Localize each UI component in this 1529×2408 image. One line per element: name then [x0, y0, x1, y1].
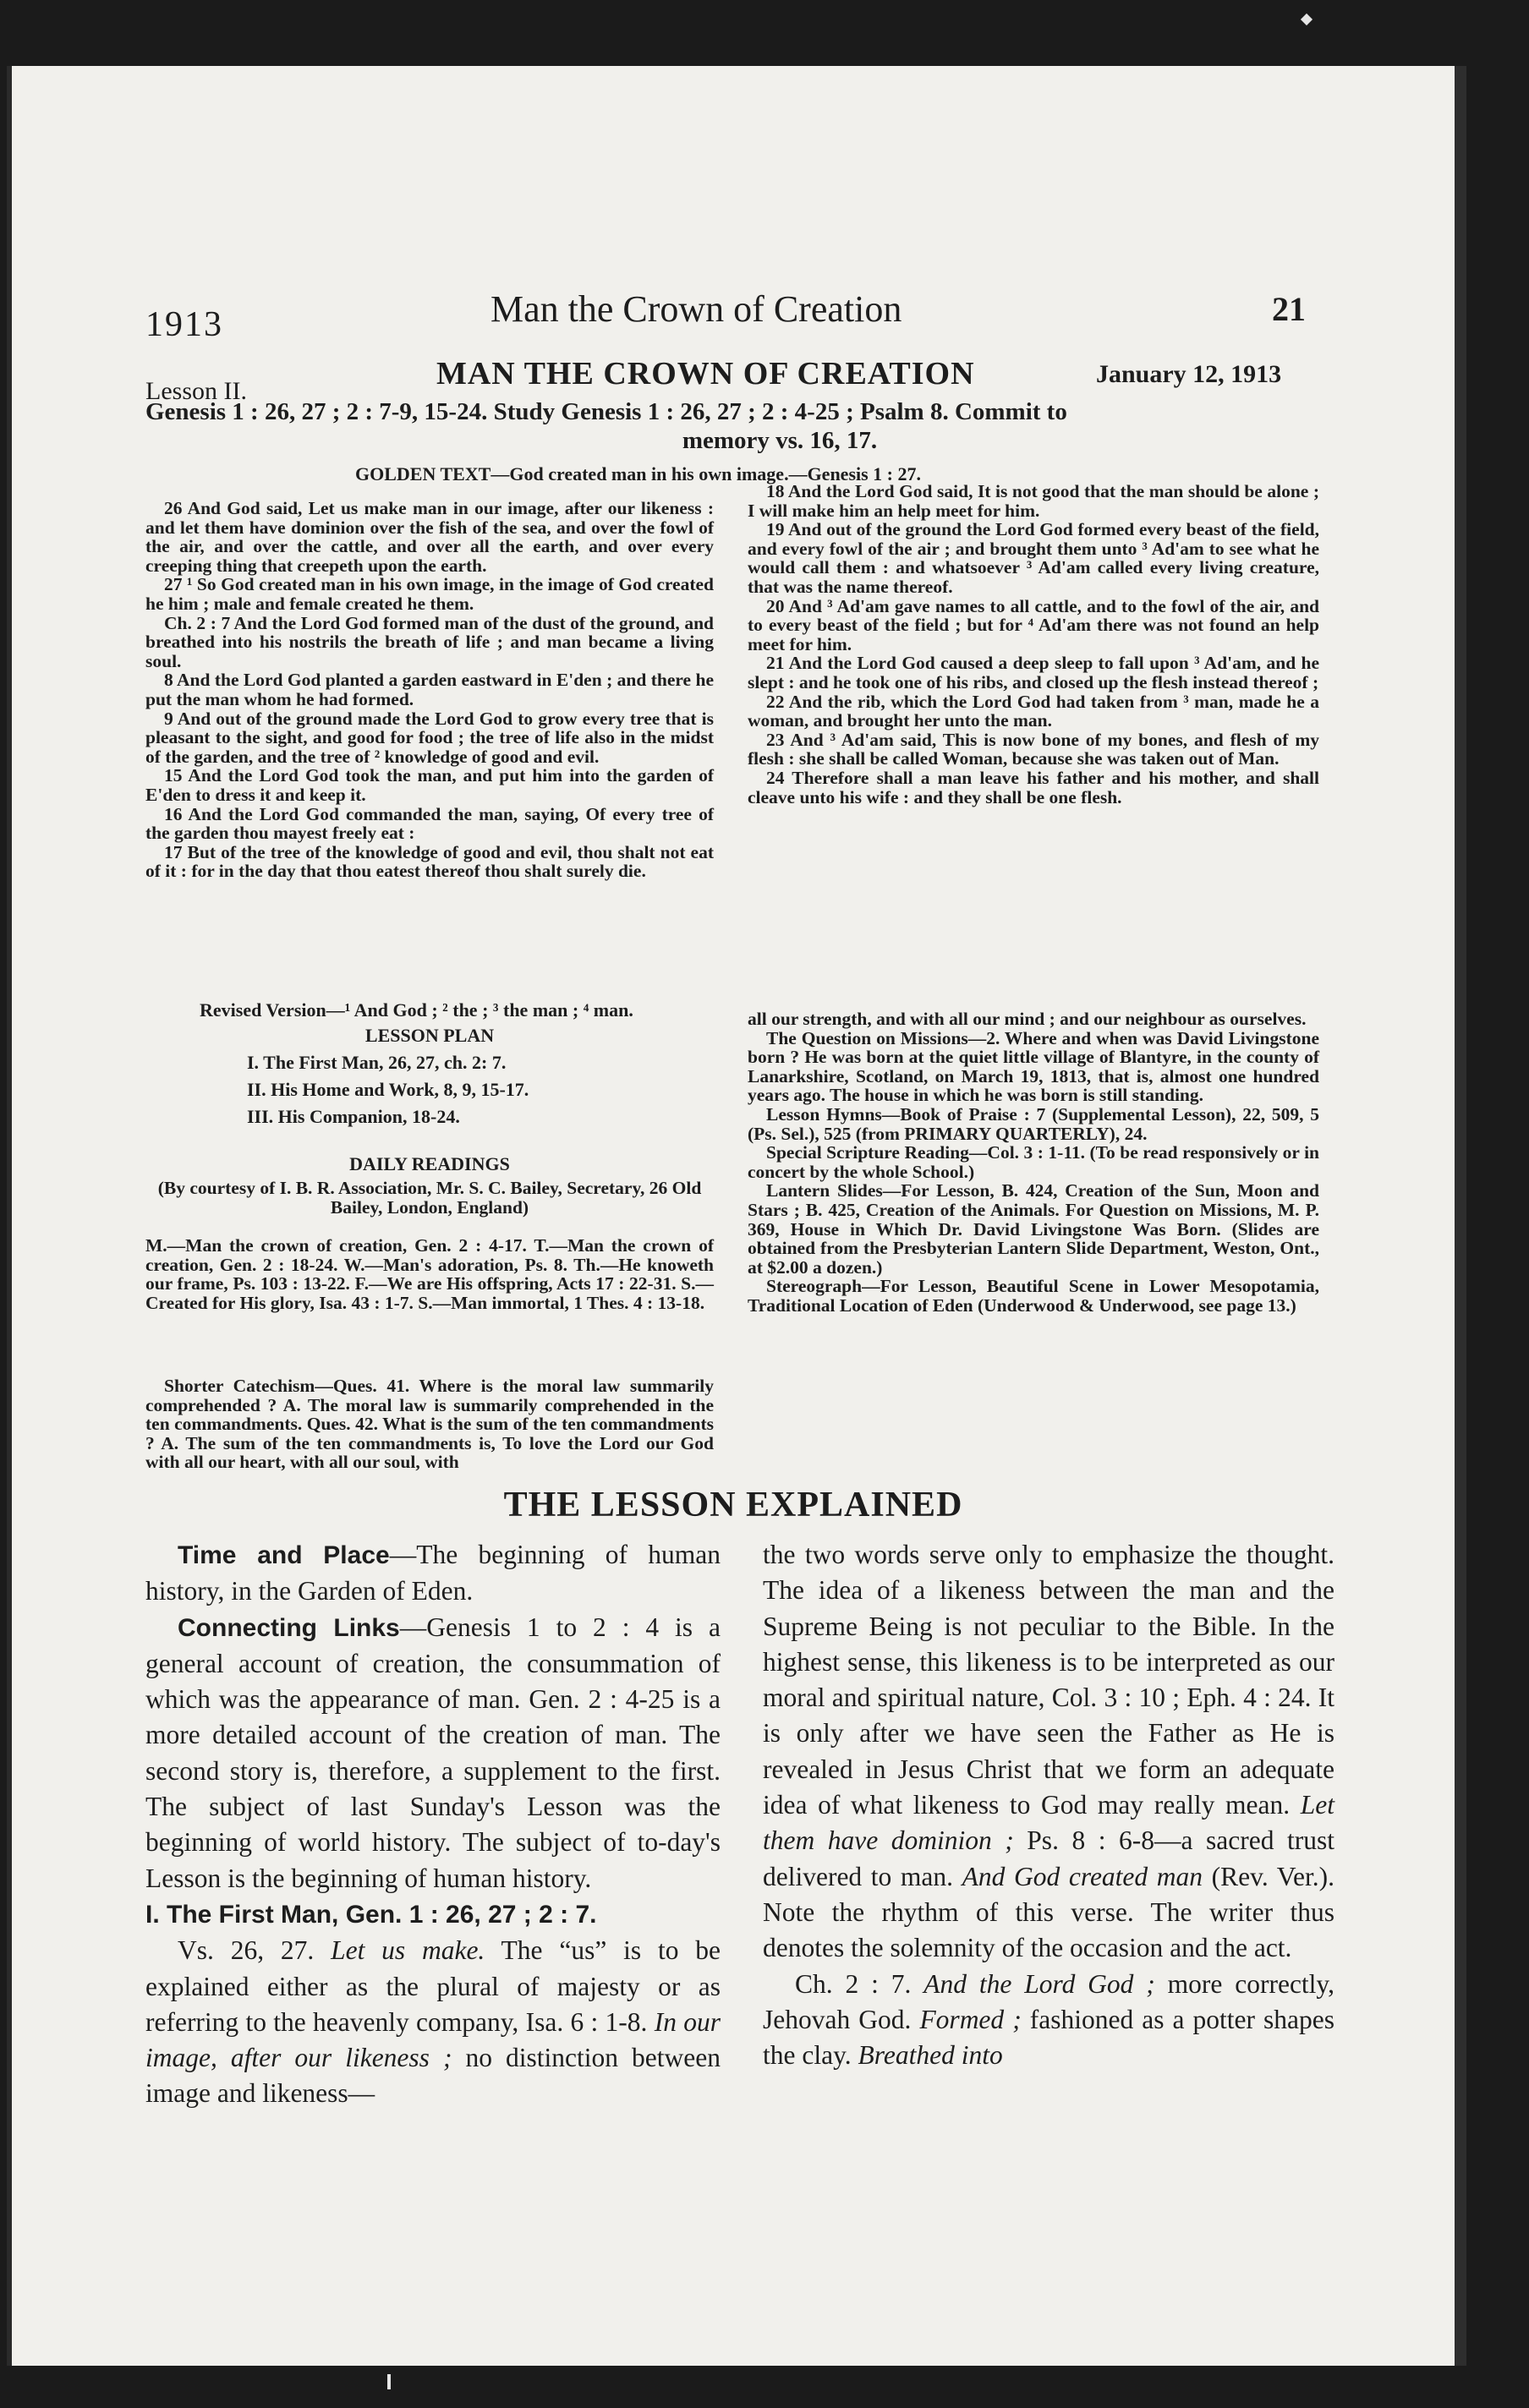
lesson-notes-right — [748, 1010, 1319, 1316]
verse-ref: Ch. 2 : 7. — [795, 1968, 912, 1999]
phrase: And the Lord God ; — [923, 1968, 1155, 1999]
verse: 23 And ³ Ad'am said, This is now bone of my bones, and flesh of my flesh : she shall be called Woman, because she was taken out of Man. — [748, 729, 1319, 769]
verse: 20 And ³ Ad'am gave names to all cattle, and to the fowl of the air, and to every beast of the field ; but for ⁴ Ad'am there was not found an help meet for him. — [748, 595, 1319, 654]
stereograph-text: —For Lesson, Beautiful Scene in Lower Mesopotamia, Traditional Location of Eden (Underwood & Underwood, see page 13.) — [748, 1276, 1319, 1316]
plan-item: I. The First Man, 26, 27, ch. 2: 7. — [247, 1052, 507, 1073]
explained-right-column — [763, 1537, 1334, 2073]
verse: 8 And the Lord God planted a garden eastward in E'den ; and there he put the man whom he had formed. — [145, 670, 714, 709]
connecting-links-text: —Genesis 1 to 2 : 4 is a general account of creation, the consummation of which was the appearance of man. Gen. 2 : 4-25 is a more detailed account of the creation of man. The second story is, therefore, a supplement to the first. The subject of last Sunday's Lesson was the beginning of world history. The subject of to-day's Lesson is the beginning of human history. — [145, 1612, 721, 1893]
commentary: the two words serve only to emphasize the thought. The idea of a likeness between the man and the Supreme Being is not peculiar to the Bible. In the highest sense, this likeness is to be interpreted as our moral and spiritual nature, Col. 3 : 10 ; Eph. 4 : 24. It is only after we have seen the Father as He is revealed in Jesus Christ that we form an adequate idea of what likeness to God may really mean. — [763, 1540, 1334, 1820]
scripture-right-column — [748, 482, 1319, 807]
scan-mark — [1301, 14, 1313, 25]
phrase: And God created man — [962, 1861, 1203, 1891]
lesson-plan-list — [247, 1052, 529, 1133]
verse: 17 But of the tree of the knowledge of good and evil, thou shalt not eat of it : for in the day that thou eatest thereof thou shalt surely die. — [145, 841, 714, 882]
commentary: fashioned as a potter shapes the clay. — [763, 2004, 1335, 2071]
verse: 21 And the Lord God caused a deep sleep to fall upon ³ Ad'am, and he slept : and he took one of his ribs, and closed up the flesh instead thereof ; — [748, 653, 1319, 692]
explained-left-column — [145, 1537, 721, 2112]
running-head-year: 1913 — [145, 305, 223, 344]
scripture-reading-label: Special Scripture Reading — [766, 1142, 969, 1163]
phrase: Breathed into — [858, 2040, 1003, 2071]
missions-label: The Question on Missions — [766, 1027, 968, 1048]
commentary: no distinction between image and likeness— — [145, 2043, 721, 2109]
verse: 18 And the Lord God said, It is not good that the man should be alone ; I will make him an help meet for him. — [748, 481, 1319, 521]
shorter-catechism — [145, 1376, 714, 1472]
scripture-left-column — [145, 499, 714, 881]
commentary: The “us” is to be explained either as the plural of majesty or as referring to the heavenly company, Isa. 6 : 1-8. — [145, 1935, 721, 2037]
lantern-slides-text: —For Lesson, B. 424, Creation of the Sun, Moon and Stars ; B. 425, Creation of the Animals. For Question on Missions, M. P. 369, House in Which Dr. David Livingstone Was Born. (Slides are obtained from the Presbyterian Lantern Slide Department, Weston, Ont., at $2.00 a dozen.) — [748, 1180, 1319, 1278]
study-references — [145, 397, 1321, 455]
commentary: Ps. 8 : 6-8—a sacred trust delivered to man. — [763, 1825, 1334, 1891]
verse: 24 Therefore shall a man leave his father and his mother, and shall cleave unto his wife : and they shall be one flesh. — [748, 767, 1319, 807]
daily-readings-list — [145, 1236, 714, 1312]
scan-mark — [387, 2374, 391, 2389]
catechism-text: —Ques. 41. Where is the moral law summarily comprehended ? A. The moral law is summarily comprehended in the ten commandments. Ques. 42. What is the sum of the ten commandments ? A. The sum of the ten commandments is, To love the Lord our God with all our heart, with all our soul, with — [145, 1376, 714, 1473]
verse: 26 And God said, Let us make man in our image, after our likeness : and let them have dominion over the fish of the sea, and over the fowl of the air, and over the cattle, and over all the earth, and over every creeping thing that creepeth upon the earth. — [145, 498, 714, 576]
verse: 15 And the Lord God took the man, and put him into the garden of E'den to dress it and keep it. — [145, 765, 714, 805]
missions-text: —2. Where and when was David Livingstone born ? He was born at the quiet little village of Blantyre, in the county of Lanarkshire, Scotland, on March 19, 1813, that is, almost one hundred years ago. The house in which he was born is still standing. — [748, 1027, 1319, 1106]
lesson-explained-heading: THE LESSON EXPLAINED — [503, 1486, 963, 1524]
plan-item: II. His Home and Work, 8, 9, 15-17. — [247, 1079, 529, 1100]
commentary: more correctly, Jehovah God. — [763, 1968, 1335, 2034]
plan-item: III. His Companion, 18-24. — [247, 1106, 460, 1127]
lesson-date: January 12, 1913 — [1096, 360, 1282, 388]
phrase: Let us make. — [331, 1935, 485, 1966]
verse: 9 And out of the ground made the Lord God to grow every tree that is pleasant to the sight, and good for food ; the tree of life also in the midst of the garden, and the tree of ² knowledge of good and evil. — [145, 708, 714, 767]
time-place-label: Time and Place — [178, 1541, 390, 1569]
lesson-plan-heading: LESSON PLAN — [364, 1025, 495, 1046]
page-number: 21 — [1272, 290, 1306, 328]
catechism-label: Shorter Catechism — [164, 1376, 315, 1396]
verse: 27 ¹ So God created man in his own image, in the image of God created he him ; male and female created he them. — [145, 574, 714, 614]
phrase: Formed ; — [919, 2004, 1022, 2034]
section-heading: I. The First Man, Gen. 1 : 26, 27 ; 2 : 7. — [145, 1900, 597, 1929]
commentary: (Rev. Ver.). Note the rhythm of this verse. The writer thus denotes the solemnity of the occasion and the act. — [763, 1861, 1334, 1963]
phrase: Let them have dominion ; — [763, 1790, 1335, 1856]
hymns-label: Lesson Hymns — [766, 1103, 882, 1125]
running-head-title: Man the Crown of Creation — [490, 288, 902, 330]
lantern-slides-label: Lantern Slides — [766, 1180, 883, 1201]
revised-version-note: Revised Version—¹ And God ; ² the ; ³ the man ; ⁴ man. — [200, 999, 633, 1021]
lesson-number: Lesson II. — [145, 377, 247, 405]
verse: Ch. 2 : 7 And the Lord God formed man of the dust of the ground, and breathed into his nostrils the breath of life ; and man became a living soul. — [145, 612, 714, 671]
verse-ref: Vs. 26, 27. — [178, 1935, 315, 1966]
golden-text: GOLDEN TEXT—God created man in his own image.—Genesis 1 : 27. — [355, 463, 922, 484]
study-line-2: memory vs. 16, 17. — [682, 427, 878, 454]
verse: 16 And the Lord God commanded the man, saying, Of every tree of the garden thou mayest freely eat : — [145, 803, 714, 844]
daily-readings-credit: (By courtesy of I. B. R. Association, Mr. S. C. Bailey, Secretary, 26 Old Bailey, London, England) — [157, 1178, 702, 1218]
connecting-links-label: Connecting Links — [178, 1613, 400, 1642]
lesson-title: MAN THE CROWN OF CREATION — [436, 356, 975, 391]
daily-readings-text: M.—Man the crown of creation, Gen. 2 : 4-17. T.—Man the crown of creation, Gen. 2 : 18-24. W.—Man's adoration, Ps. 8. Th.—He knoweth our frame, Ps. 103 : 13-22. F.—We are His offspring, Acts 17 : 22-31. S.—Created for His glory, Isa. 43 : 1-7. S.—Man immortal, 1 Thes. 4 : 13-18. — [145, 1235, 714, 1313]
time-place-text: —The beginning of human history, in the Garden of Eden. — [145, 1540, 721, 1606]
hymns-text: —Book of Praise : 7 (Supplemental Lesson), 22, 509, 5 (Ps. Sel.), 525 (from PRIMARY QUARTERLY), 24. — [748, 1103, 1319, 1144]
catechism-continuation: all our strength, and with all our mind ; and our neighbour as ourselves. — [748, 1009, 1307, 1029]
scripture-reading-text: —Col. 3 : 1-11. (To be read responsively or in concert by the whole School.) — [748, 1142, 1320, 1182]
study-line-1: Genesis 1 : 26, 27 ; 2 : 7-9, 15-24. Study Genesis 1 : 26, 27 ; 2 : 4-25 ; Psalm 8. Commit to — [145, 398, 1067, 425]
verse: 19 And out of the ground the Lord God formed every beast of the field, and every fowl of the air ; and brought them unto ³ Ad'am to see what he would call them : and whatsoever ³ Ad'am called every living creature, that was the name thereof. — [748, 519, 1319, 597]
verse: 22 And the rib, which the Lord God had taken from ³ man, made he a woman, and brought her unto the man. — [748, 691, 1319, 731]
page-edge-shadow — [1455, 66, 1466, 2366]
daily-readings-heading: DAILY READINGS — [349, 1153, 510, 1174]
phrase: In our image, after our likeness ; — [145, 2006, 721, 2073]
stereograph-label: Stereograph — [766, 1276, 863, 1297]
